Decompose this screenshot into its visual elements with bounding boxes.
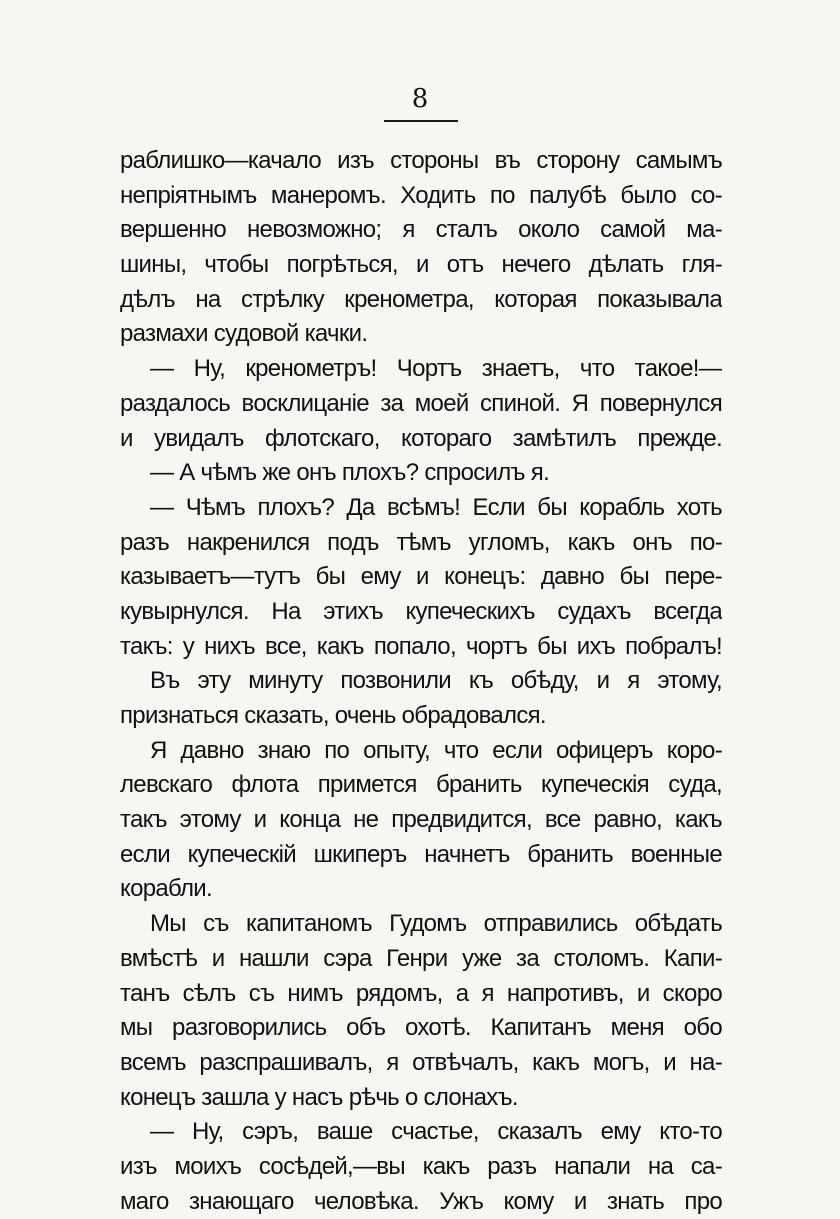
page-number: 8 (411, 84, 429, 114)
body-text (120, 144, 722, 1219)
text-line: Я давно знаю по опыту, что если офицеръ коро- (150, 736, 722, 764)
text-line: корабли. (120, 875, 212, 903)
text-line: конецъ зашла у насъ рѣчь о слонахъ. (120, 1083, 518, 1111)
text-line: размахи судовой качки. (120, 320, 368, 348)
text-line: шины, чтобы погрѣться, и отъ нечего дѣлать гля- (120, 251, 722, 279)
text-line: разъ накренился подъ тѣмъ угломъ, какъ онъ по- (120, 528, 722, 556)
text-line: маго знающаго человѣка. Ужъ кому и знать про (120, 1187, 722, 1215)
text-line: такъ: у нихъ все, какъ попало, чортъ бы ихъ побралъ! (120, 632, 722, 660)
page-number-rule (384, 120, 458, 122)
text-line: непріятнымъ манеромъ. Ходить по палубѣ было со- (120, 181, 722, 209)
text-line: вершенно невозможно; я сталъ около самой ма- (120, 216, 722, 244)
text-line: кувырнулся. На этихъ купеческихъ судахъ всегда (120, 597, 722, 625)
text-line: — Чѣмъ плохъ? Да всѣмъ! Если бы корабль хоть (150, 493, 722, 521)
text-line: — Ну, сэръ, ваше счастье, сказалъ ему кто-то (150, 1118, 722, 1146)
text-line: раблишко—качало изъ стороны въ сторону самымъ (120, 147, 722, 174)
text-line: танъ сѣлъ съ нимъ рядомъ, а я напротивъ, и скоро (120, 979, 722, 1007)
text-line: такъ этому и конца не предвидится, все равно, какъ (120, 806, 722, 834)
text-line: если купеческій шкиперъ начнетъ бранить военные (120, 840, 722, 868)
text-line: дѣлъ на стрѣлку кренометра, которая показывала (120, 285, 722, 313)
text-line: левскаго флота примется бранить купеческія суда, (120, 771, 722, 799)
text-line: Въ эту минуту позвонили къ обѣду, и я этому, (150, 667, 722, 695)
text-line: — Ну, кренометръ! Чортъ знаетъ, что такое!— (150, 355, 722, 383)
text-line: изъ моихъ сосѣдей,—вы какъ разъ напали на са- (120, 1152, 722, 1180)
text-line: мы разговорились объ охотѣ. Капитанъ меня обо (120, 1014, 722, 1042)
text-line: признаться сказать, очень обрадовался. (120, 702, 546, 729)
text-line: вмѣстѣ и нашли сэра Генри уже за столомъ. Капи- (120, 944, 722, 972)
text-line: Мы съ капитаномъ Гудомъ отправились обѣдать (150, 910, 722, 938)
text-line: всемъ разспрашивалъ, я отвѣчалъ, какъ могъ, и на- (120, 1048, 722, 1076)
text-line: раздалось восклицаніе за моей спиной. Я повернулся (120, 389, 722, 417)
text-line: и увидалъ флотскаго, котораго замѣтилъ прежде. (120, 424, 722, 452)
text-line: казываетъ—тутъ бы ему и конецъ: давно бы пере- (120, 563, 722, 591)
text-line: — А чѣмъ же онъ плохъ? спросилъ я. (150, 459, 550, 487)
